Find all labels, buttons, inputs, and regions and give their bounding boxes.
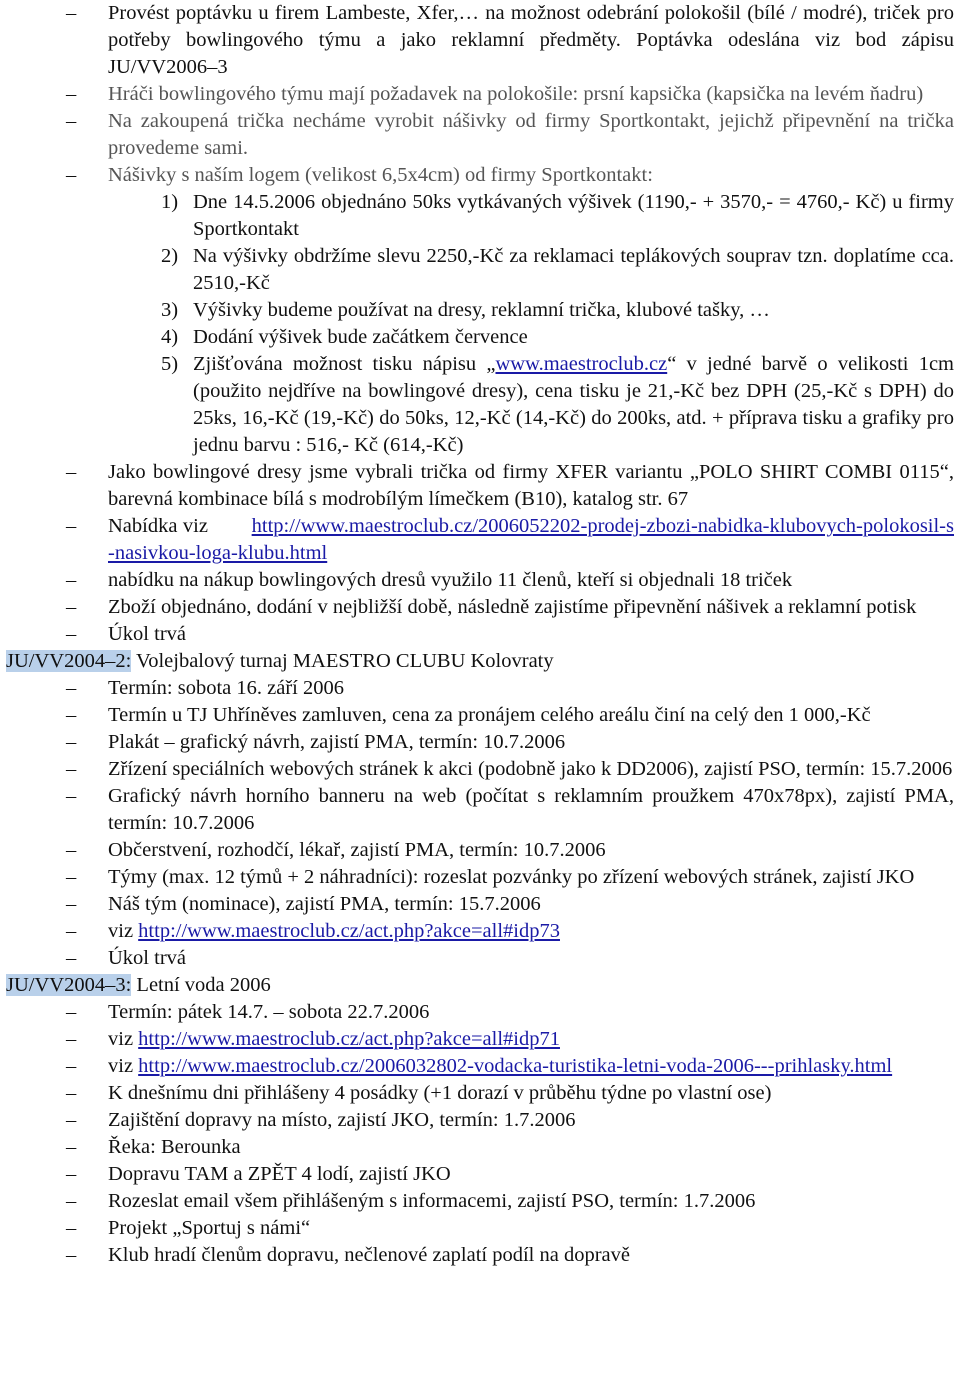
prihlasky-link[interactable]: http://www.maestroclub.cz/2006032802-vodacka-turistika-letni-voda-2006---prihlasky.html: [138, 1055, 893, 1077]
dash-bullet: –: [66, 1082, 77, 1104]
section-heading: [0, 972, 960, 999]
list-item: [0, 567, 960, 594]
section-title: Letní voda 2006: [131, 974, 271, 996]
numbered-item-text: Zjišťována možnost tisku nápisu „: [193, 353, 496, 375]
list-item-text: Nášivky s naším logem (velikost 6,5x4cm) od firmy Sportkontakt:: [108, 164, 653, 186]
numbered-item: [0, 351, 960, 459]
list-item-text: Klub hradí členům dopravu, nečlenové zaplatí podíl na dopravě: [108, 1244, 630, 1266]
list-item-text: Jako bowlingové dresy jsme vybrali trička od firmy XFER variantu „POLO SHIRT COMBI 0115“, barevná kombinace bílá s modrobílým límečkem (B10), katalog str. 67: [108, 461, 954, 510]
section-id: JU/VV2004–2:: [6, 650, 132, 672]
list-item-text: viz: [108, 1028, 134, 1050]
list-item: [0, 999, 960, 1026]
list-item-text: Grafický návrh horního banneru na web (počítat s reklamním proužkem 470x78px), zajistí PMA, termín: 10.7.2006: [108, 785, 954, 834]
list-item: [0, 1134, 960, 1161]
numbered-item-text: Výšivky budeme používat na dresy, reklamní trička, klubové tašky, …: [193, 299, 770, 321]
dash-bullet: –: [66, 1244, 77, 1266]
item-number: 5): [161, 353, 179, 375]
list-item: [0, 945, 960, 972]
numbered-item-text: “ v jedné barvě o velikosti 1cm (použito nejdříve na bowlingové dresy), cena tisku je 21,-Kč bez DPH (25,-Kč s DPH) do 25ks, 16,-Kč (19,-Kč) do 50ks, 12,-Kč (14,-Kč) do 200ks, atd. + příprava tisku a grafiky pro jednu barvu : 516,- Kč (614,-Kč): [193, 353, 955, 456]
list-item-text: Provést poptávku u firem Lambeste, Xfer,… na možnost odebrání polokošil (bílé / modré), triček pro potřeby bowlingového týmu a jako reklamní předměty. Poptávka odeslána viz bod zápisu JU/VV2006–3: [108, 2, 954, 78]
dash-bullet: –: [66, 893, 77, 915]
list-item: [0, 864, 960, 891]
dash-bullet: –: [66, 1190, 77, 1212]
dash-bullet: –: [66, 839, 77, 861]
list-item: [0, 162, 960, 189]
list-item: [0, 1107, 960, 1134]
list-item-text: Projekt „Sportuj s námi“: [108, 1217, 311, 1239]
list-item: [0, 783, 960, 837]
section-id: JU/VV2004–3:: [6, 974, 132, 996]
dash-bullet: –: [66, 947, 77, 969]
dash-bullet: –: [66, 110, 77, 132]
idp73-link[interactable]: http://www.maestroclub.cz/act.php?akce=all#idp73: [138, 920, 560, 942]
dash-bullet: –: [66, 164, 77, 186]
list-item-text: Zboží objednáno, dodání v nejbližší době, následně zajistíme připevnění nášivek a reklamní potisk: [108, 596, 917, 618]
list-item: [0, 1080, 960, 1107]
list-item-text: Úkol trvá: [108, 947, 186, 969]
list-item-text: Úkol trvá: [108, 623, 186, 645]
list-item-text: Řeka: Berounka: [108, 1136, 241, 1158]
list-item: [0, 1053, 960, 1080]
list-item-text: Týmy (max. 12 týmů + 2 náhradníci): rozeslat pozvánky po zřízení webových stránek, zajistí JKO: [108, 866, 915, 888]
list-item-text: Zřízení speciálních webových stránek k akci (podobně jako k DD2006), zajistí PSO, termín: 15.7.2006: [108, 758, 953, 780]
item-number: 1): [161, 191, 179, 213]
dash-bullet: –: [66, 515, 77, 537]
dash-bullet: –: [66, 1163, 77, 1185]
dash-bullet: –: [66, 758, 77, 780]
list-item: [0, 0, 960, 81]
dash-bullet: –: [66, 623, 77, 645]
numbered-item-text: Na výšivky obdržíme slevu 2250,-Kč za reklamaci teplákových souprav tzn. doplatíme cca. 2510,-Kč: [193, 245, 954, 294]
dash-bullet: –: [66, 1028, 77, 1050]
list-item: [0, 1215, 960, 1242]
dash-bullet: –: [66, 677, 77, 699]
list-item: [0, 621, 960, 648]
dash-bullet: –: [66, 1001, 77, 1023]
numbered-item: [0, 297, 960, 324]
list-item-text: Dopravu TAM a ZPĚT 4 lodí, zajistí JKO: [108, 1163, 451, 1185]
list-item: [0, 81, 960, 108]
list-item: [0, 513, 960, 567]
section-heading: [0, 648, 960, 675]
list-item: [0, 459, 960, 513]
dash-bullet: –: [66, 866, 77, 888]
list-item: [0, 1188, 960, 1215]
nabidka-link[interactable]: http://www.maestroclub.cz/2006052202-prodej-zbozi-nabidka-klubovych-polokosil-s-nasivkou-loga-klubu.html: [108, 515, 954, 564]
list-item-text: Na zakoupená trička necháme vyrobit nášivky od firmy Sportkontakt, jejichž připevnění na trička provedeme sami.: [108, 110, 954, 159]
list-item: [0, 891, 960, 918]
idp71-link[interactable]: http://www.maestroclub.cz/act.php?akce=all#idp71: [138, 1028, 560, 1050]
list-item: [0, 1026, 960, 1053]
dash-bullet: –: [66, 83, 77, 105]
list-item: [0, 729, 960, 756]
dash-bullet: –: [66, 731, 77, 753]
dash-bullet: –: [66, 704, 77, 726]
list-item: [0, 837, 960, 864]
dash-bullet: –: [66, 1217, 77, 1239]
list-item-text: Občerstvení, rozhodčí, lékař, zajistí PMA, termín: 10.7.2006: [108, 839, 606, 861]
numbered-item: [0, 243, 960, 297]
numbered-item: [0, 324, 960, 351]
list-item: [0, 108, 960, 162]
numbered-item: [0, 189, 960, 243]
item-number: 2): [161, 245, 179, 267]
maestroclub-link[interactable]: www.maestroclub.cz: [495, 353, 668, 375]
dash-bullet: –: [66, 596, 77, 618]
list-item-text: Termín u TJ Uhříněves zamluven, cena za pronájem celého areálu činí na celý den 1 000,-Kč: [108, 704, 871, 726]
list-item-text: nabídku na nákup bowlingových dresů využilo 11 členů, kteří si objednali 18 triček: [108, 569, 793, 591]
dash-bullet: –: [66, 2, 77, 24]
list-item: [0, 918, 960, 945]
list-item: [0, 702, 960, 729]
list-item: [0, 1161, 960, 1188]
list-item: [0, 756, 960, 783]
dash-bullet: –: [66, 1055, 77, 1077]
item-number: 3): [161, 299, 179, 321]
list-item-text: Hráči bowlingového týmu mají požadavek na polokošile: prsní kapsička (kapsička na levém ňadru): [108, 83, 924, 105]
list-item: [0, 1242, 960, 1269]
numbered-item-text: Dne 14.5.2006 objednáno 50ks vytkávaných výšivek (1190,- + 3570,- = 4760,- Kč) u firmy Sportkontakt: [193, 191, 954, 240]
list-item-text: Rozeslat email všem přihlášeným s informacemi, zajistí PSO, termín: 1.7.2006: [108, 1190, 756, 1212]
list-item-text: Plakát – grafický návrh, zajistí PMA, termín: 10.7.2006: [108, 731, 566, 753]
dash-bullet: –: [66, 1109, 77, 1131]
dash-bullet: –: [66, 569, 77, 591]
list-item: [0, 675, 960, 702]
dash-bullet: –: [66, 785, 77, 807]
dash-bullet: –: [66, 1136, 77, 1158]
numbered-item-text: Dodání výšivek bude začátkem července: [193, 326, 528, 348]
list-item-text: Náš tým (nominace), zajistí PMA, termín: 15.7.2006: [108, 893, 541, 915]
list-item-text: viz: [108, 920, 134, 942]
dash-bullet: –: [66, 461, 77, 483]
list-item: [0, 594, 960, 621]
item-number: 4): [161, 326, 179, 348]
list-item-text: Termín: pátek 14.7. – sobota 22.7.2006: [108, 1001, 430, 1023]
list-item-text: K dnešnímu dni přihlášeny 4 posádky (+1 dorazí v průběhu týdne po vlastní ose): [108, 1082, 772, 1104]
list-item-text: Nabídka viz: [108, 515, 208, 537]
section-title: Volejbalový turnaj MAESTRO CLUBU Kolovraty: [131, 650, 554, 672]
dash-bullet: –: [66, 920, 77, 942]
list-item-text: Zajištění dopravy na místo, zajistí JKO, termín: 1.7.2006: [108, 1109, 576, 1131]
list-item-text: Termín: sobota 16. září 2006: [108, 677, 344, 699]
list-item-text: viz: [108, 1055, 134, 1077]
